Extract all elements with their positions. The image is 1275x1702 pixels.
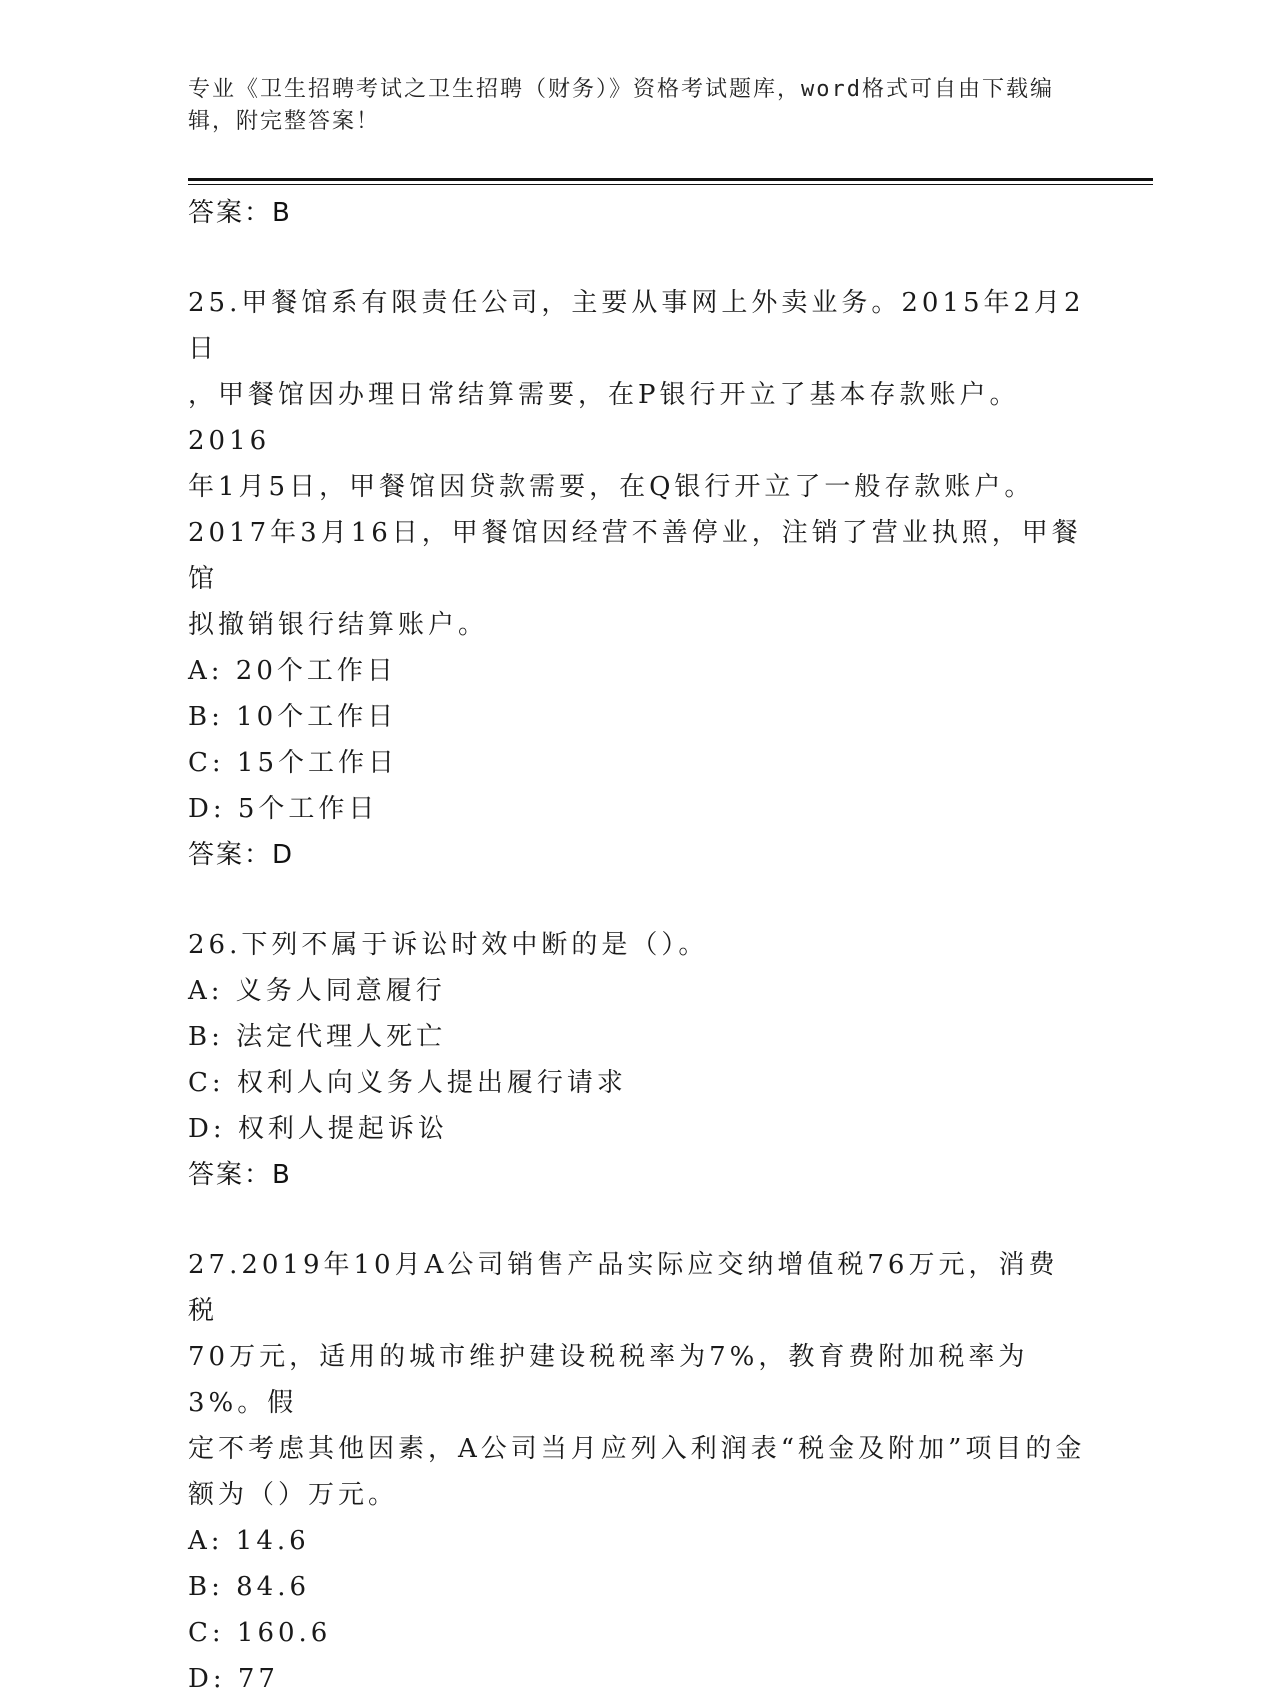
answer-line: 答案：B bbox=[188, 1160, 292, 1190]
option-c: C: 15个工作日 bbox=[188, 748, 399, 778]
option-b: B: 84.6 bbox=[188, 1572, 311, 1602]
header-divider-thin bbox=[188, 184, 1153, 185]
answer-line: 答案：D bbox=[188, 840, 295, 870]
question-stem-line: 定不考虑其他因素，A公司当月应列入利润表“税金及附加”项目的金 bbox=[188, 1434, 1086, 1464]
option-c: C: 160.6 bbox=[188, 1618, 332, 1648]
question-stem-line: 25.甲餐馆系有限责任公司，主要从事网上外卖业务。2015年2月2日 bbox=[188, 288, 1085, 364]
document-header: 专业《卫生招聘考试之卫生招聘（财务）》资格考试题库，word格式可自由下载编辑，附完整答案！ bbox=[188, 77, 1054, 134]
question-stem-line: 27.2019年10月A公司销售产品实际应交纳增值税76万元，消费税 bbox=[188, 1250, 1059, 1326]
question-stem-line: ，甲餐馆因办理日常结算需要，在P银行开立了基本存款账户。2016 bbox=[188, 380, 1020, 456]
document-body bbox=[188, 190, 1088, 1702]
option-d: D: 77 bbox=[188, 1664, 279, 1694]
question-stem-line: 70万元，适用的城市维护建设税税率为7%，教育费附加税率为3%。假 bbox=[188, 1342, 1029, 1418]
question-block bbox=[188, 280, 1088, 878]
question-block bbox=[188, 1242, 1088, 1702]
option-a: A: 14.6 bbox=[188, 1526, 310, 1556]
question-stem-line: 年1月5日，甲餐馆因贷款需要，在Q银行开立了一般存款账户。 bbox=[188, 472, 1035, 502]
question-stem-line: 2017年3月16日，甲餐馆因经营不善停业，注销了营业执照，甲餐馆 bbox=[188, 518, 1082, 594]
header-divider-thick bbox=[188, 178, 1153, 181]
question-stem-line: 拟撤销银行结算账户。 bbox=[188, 610, 489, 640]
spacer bbox=[188, 878, 1088, 922]
option-a: A: 20个工作日 bbox=[188, 656, 397, 686]
option-b: B: 10个工作日 bbox=[188, 702, 398, 732]
question-stem-line: 26.下列不属于诉讼时效中断的是（）。 bbox=[188, 930, 709, 960]
question-stem-line: 额为（）万元。 bbox=[188, 1480, 399, 1510]
option-c: C: 权利人向义务人提出履行请求 bbox=[188, 1068, 627, 1098]
option-b: B: 法定代理人死亡 bbox=[188, 1022, 447, 1052]
question-block bbox=[188, 922, 1088, 1198]
option-a: A: 义务人同意履行 bbox=[188, 976, 446, 1006]
spacer bbox=[188, 236, 1088, 280]
option-d: D: 权利人提起诉讼 bbox=[188, 1114, 448, 1144]
spacer bbox=[188, 1198, 1088, 1242]
option-d: D: 5个工作日 bbox=[188, 794, 379, 824]
answer-line: 答案：B bbox=[188, 198, 292, 228]
